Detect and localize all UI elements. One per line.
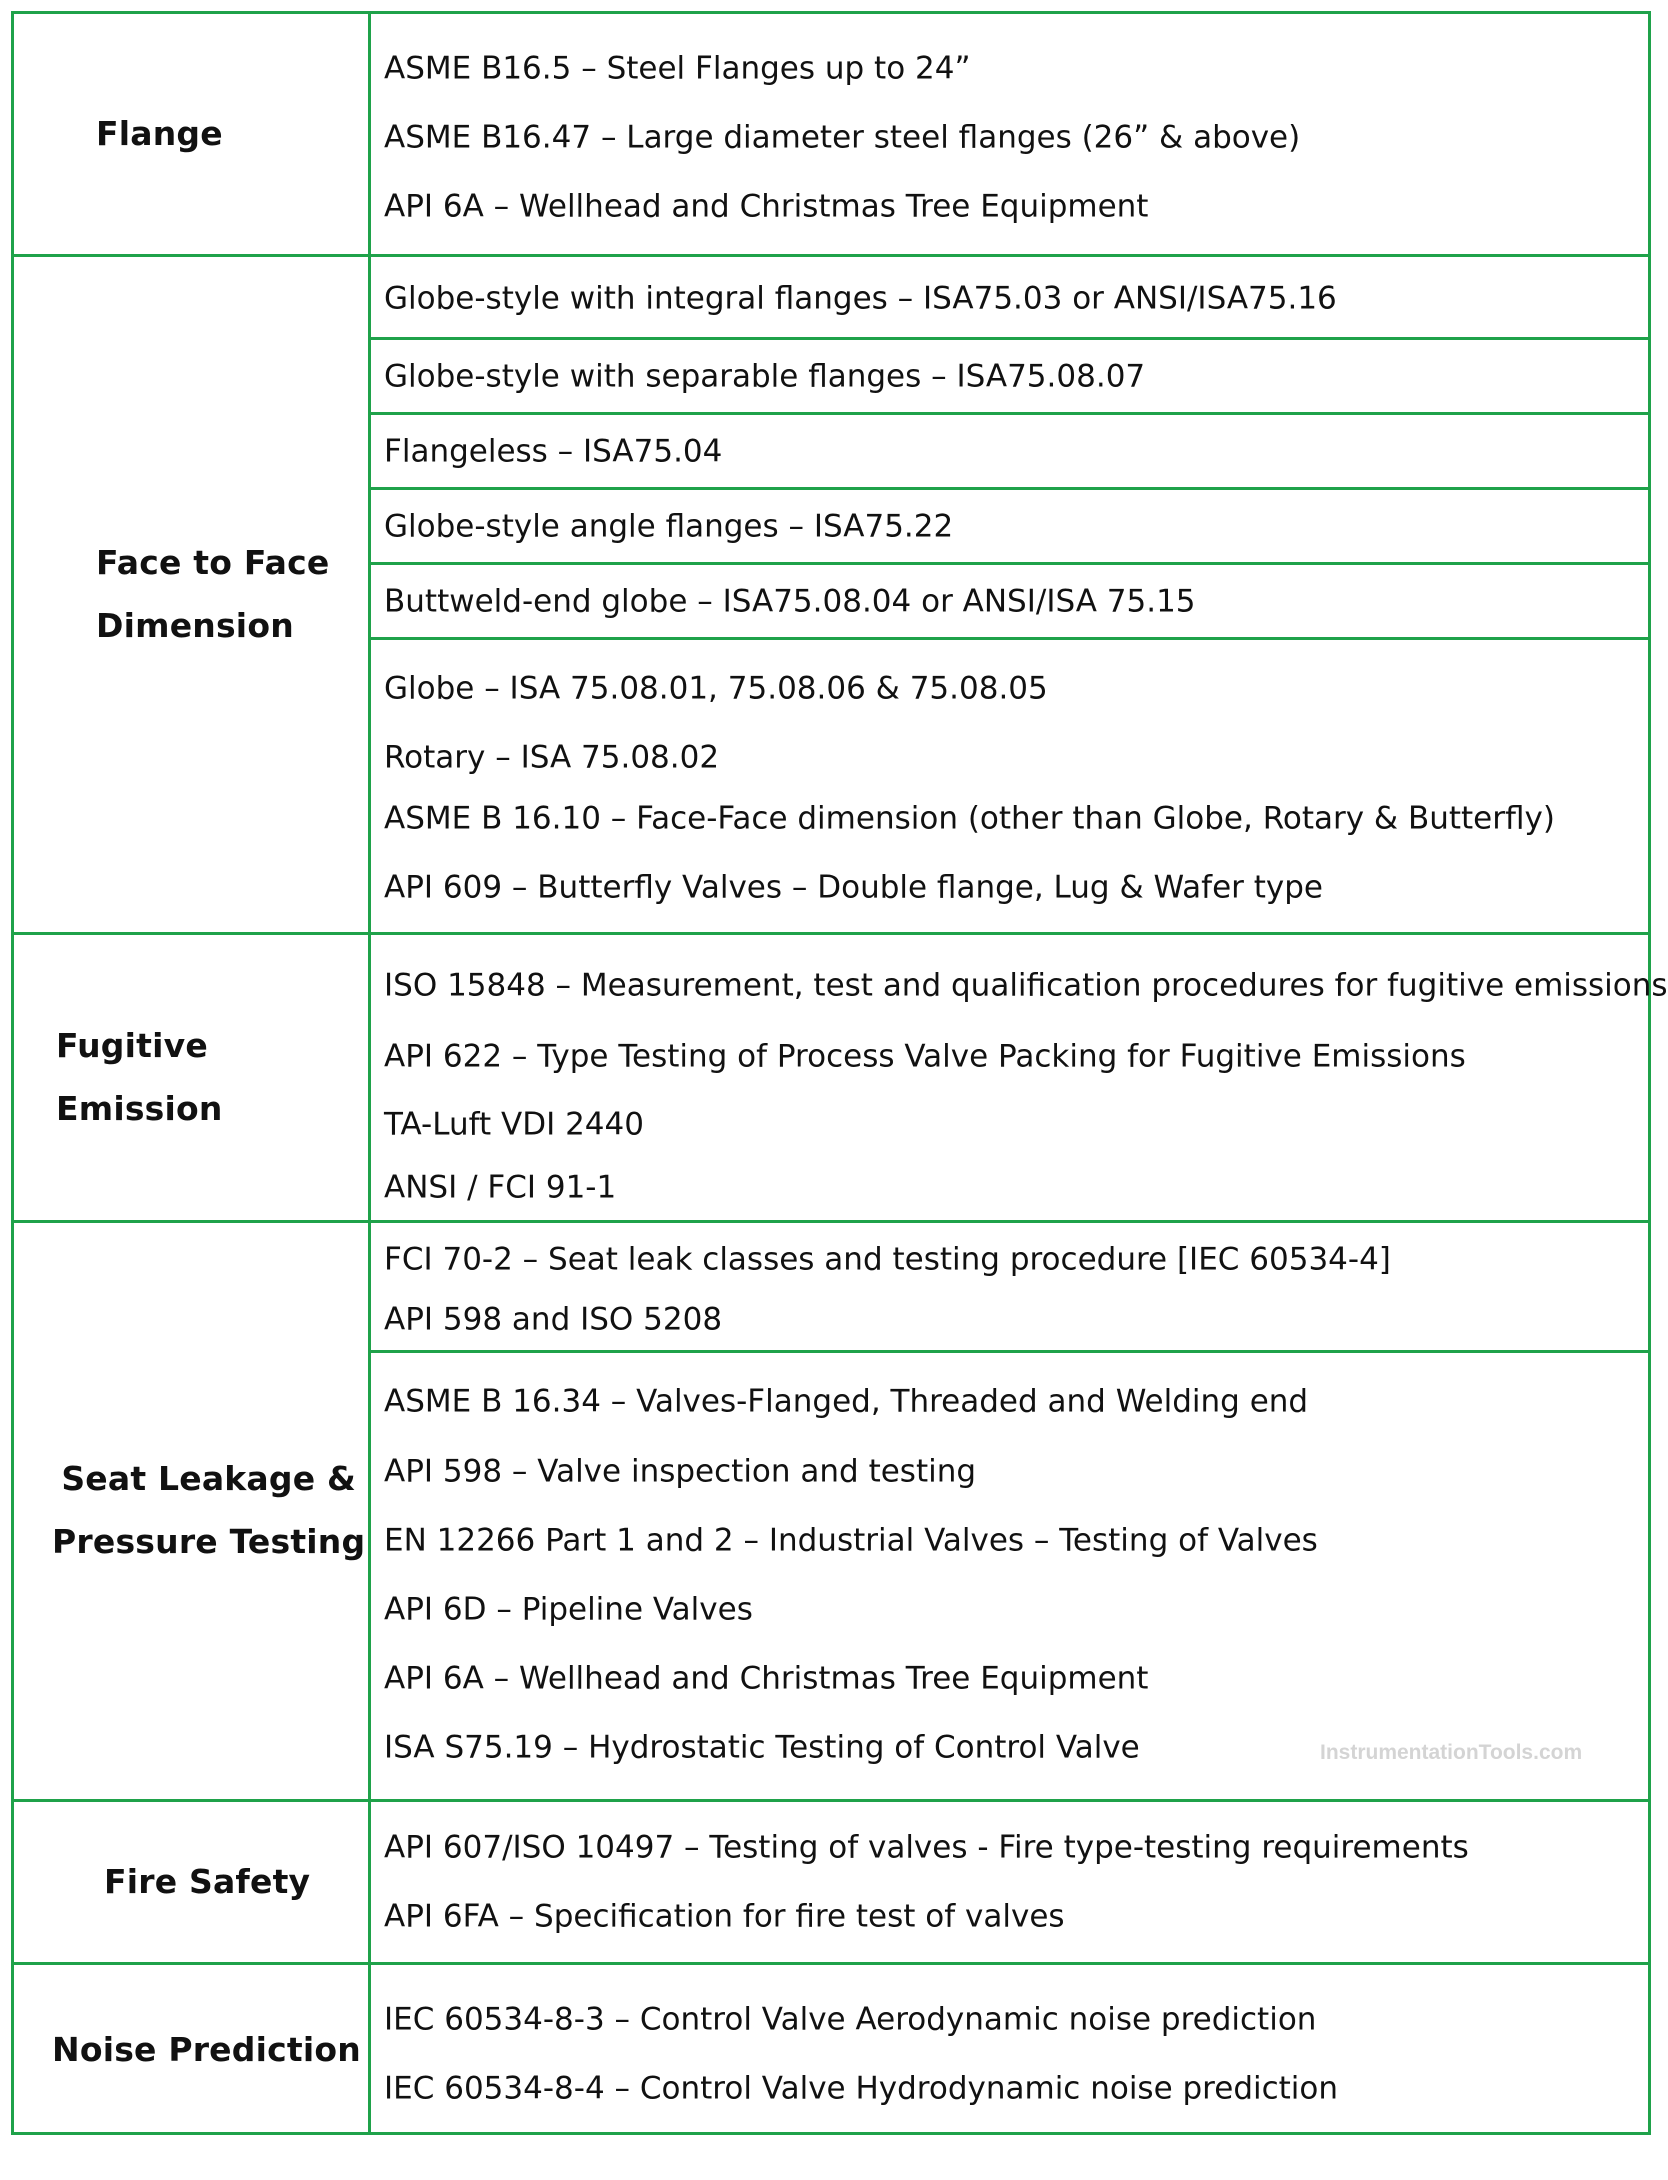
standard-item: ASME B16.5 – Steel Flanges up to 24” xyxy=(384,50,971,87)
standard-item: Buttweld-end globe – ISA75.08.04 or ANSI/ISA 75.15 xyxy=(384,583,1196,620)
row-divider xyxy=(368,1350,1648,1353)
category-noise-prediction: Noise Prediction xyxy=(52,2029,361,2069)
standard-item: FCI 70-2 – Seat leak classes and testing procedure [IEC 60534-4] xyxy=(384,1241,1391,1278)
standard-item: ISO 15848 – Measurement, test and qualification procedures for fugitive emissions xyxy=(384,967,1668,1004)
row-divider xyxy=(368,337,1648,340)
standard-item: API 6A – Wellhead and Christmas Tree Equipment xyxy=(384,1660,1149,1697)
standard-item: EN 12266 Part 1 and 2 – Industrial Valves – Testing of Valves xyxy=(384,1522,1318,1559)
standard-item: API 622 – Type Testing of Process Valve Packing for Fugitive Emissions xyxy=(384,1038,1466,1075)
standard-item: API 598 – Valve inspection and testing xyxy=(384,1453,977,1490)
standard-item: API 598 and ISO 5208 xyxy=(384,1301,723,1338)
watermark: InstrumentationTools.com xyxy=(1320,1741,1583,1764)
category-line: Pressure Testing xyxy=(52,1522,366,1561)
standard-item: Globe-style with separable flanges – ISA75.08.07 xyxy=(384,358,1146,395)
standard-item: Globe-style angle flanges – ISA75.22 xyxy=(384,508,954,545)
standard-item: API 6A – Wellhead and Christmas Tree Equipment xyxy=(384,188,1149,225)
category-flange: Flange xyxy=(96,113,223,153)
category-face-to-face xyxy=(14,257,368,932)
standard-item: ASME B 16.10 – Face-Face dimension (other than Globe, Rotary & Butterfly) xyxy=(384,800,1555,837)
standards-table xyxy=(11,11,1668,2135)
row-divider xyxy=(368,637,1648,640)
standard-item: Globe-style with integral flanges – ISA75.03 or ANSI/ISA75.16 xyxy=(384,280,1337,317)
standard-item: IEC 60534-8-4 – Control Valve Hydrodynamic noise prediction xyxy=(384,2070,1339,2107)
category-seat-leakage xyxy=(14,1223,368,1799)
standard-item: API 607/ISO 10497 – Testing of valves - Fire type-testing requirements xyxy=(384,1829,1469,1866)
category-line: Face to Face xyxy=(96,542,330,582)
row-divider xyxy=(368,562,1648,565)
category-fire-safety: Fire Safety xyxy=(104,1861,311,1901)
category-line: Seat Leakage & xyxy=(61,1459,356,1499)
row-divider xyxy=(368,412,1648,415)
category-fugitive-emission: Fugitive Emission xyxy=(56,1025,223,1128)
standard-item: Rotary – ISA 75.08.02 xyxy=(384,739,720,776)
standard-item: Flangeless – ISA75.04 xyxy=(384,433,723,470)
standard-item: API 6D – Pipeline Valves xyxy=(384,1591,753,1628)
category-line: Dimension xyxy=(96,605,294,645)
standard-item: API 609 – Butterfly Valves – Double flange, Lug & Wafer type xyxy=(384,869,1323,906)
standard-item: ISA S75.19 – Hydrostatic Testing of Control Valve xyxy=(384,1729,1140,1766)
column-divider xyxy=(368,14,371,2132)
row-divider xyxy=(368,487,1648,490)
standard-item: ASME B16.47 – Large diameter steel flanges (26” & above) xyxy=(384,119,1301,156)
standard-item: TA-Luft VDI 2440 xyxy=(384,1106,644,1143)
standard-item: Globe – ISA 75.08.01, 75.08.06 & 75.08.05 xyxy=(384,670,1048,707)
standard-item: ASME B 16.34 – Valves-Flanged, Threaded and Welding end xyxy=(384,1383,1309,1420)
standard-item: IEC 60534-8-3 – Control Valve Aerodynamic noise prediction xyxy=(384,2001,1317,2038)
standard-item: API 6FA – Specification for fire test of valves xyxy=(384,1898,1065,1935)
standard-item: ANSI / FCI 91-1 xyxy=(384,1169,617,1206)
